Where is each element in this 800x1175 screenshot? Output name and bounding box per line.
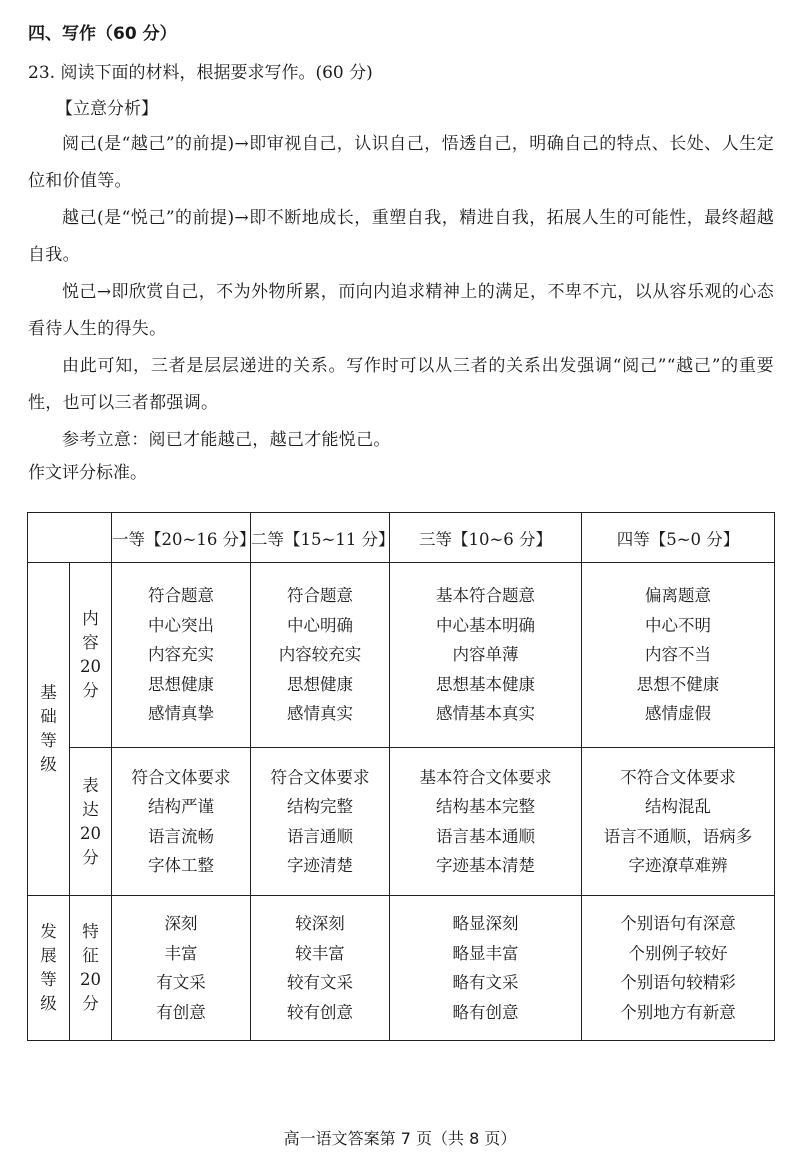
scoring-rubric-table (27, 512, 775, 1041)
group-label-basic: 基 础 等 级 (28, 563, 70, 896)
cell-expression-grade-1: 符合文体要求 结构严谨 语言流畅 字体工整 (112, 748, 251, 896)
rubric-header-row (28, 513, 775, 563)
paragraph-yueji-2: 越己(是“悦己”的前提)→即不断地成长，重塑自我，精进自我，拓展人生的可能性，最终超越自我。 (28, 208, 774, 265)
cell-features-grade-3: 略显深刻 略显丰富 略有文采 略有创意 (390, 896, 582, 1041)
table-row (28, 563, 775, 748)
group-label-development: 发 展 等 级 (28, 896, 70, 1041)
cell-content-grade-2: 符合题意 中心明确 内容较充实 思想健康 感情真实 (251, 563, 390, 748)
header-grade-2: 二等【15~11 分】 (251, 513, 390, 563)
cell-features-grade-2: 较深刻 较丰富 较有文采 较有创意 (251, 896, 390, 1041)
question-line: 23. 阅读下面的材料，根据要求写作。(60 分) (28, 63, 373, 83)
cell-content-grade-1: 符合题意 中心突出 内容充实 思想健康 感情真挚 (112, 563, 251, 748)
row-label-features: 特 征 20 分 (70, 896, 112, 1041)
cell-content-grade-3: 基本符合题意 中心基本明确 内容单薄 思想基本健康 感情基本真实 (390, 563, 582, 748)
rubric-corner-cell (28, 513, 112, 563)
header-grade-4: 四等【5~0 分】 (582, 513, 775, 563)
cell-expression-grade-2: 符合文体要求 结构完整 语言通顺 字迹清楚 (251, 748, 390, 896)
paragraph-yueji-3: 悦己→即欣赏自己，不为外物所累，而向内追求精神上的满足，不卑不亢，以从容乐观的心态看待人生的得失。 (28, 282, 774, 339)
row-label-expression: 表 达 20 分 (70, 748, 112, 896)
row-label-content: 内 容 20 分 (70, 563, 112, 748)
cell-expression-grade-4: 不符合文体要求 结构混乱 语言不通顺，语病多 字迹潦草难辨 (582, 748, 775, 896)
paragraph-yueji-1: 阅己(是“越己”的前提)→即审视自己，认识自己，悟透自己，明确自己的特点、长处、人生定位和价值等。 (28, 134, 774, 191)
table-row (28, 748, 775, 896)
rubric-title: 作文评分标准。 (28, 463, 147, 483)
page-footer: 高一语文答案第 7 页（共 8 页） (283, 1129, 517, 1148)
cell-expression-grade-3: 基本符合文体要求 结构基本完整 语言基本通顺 字迹基本清楚 (390, 748, 582, 896)
paragraph-relationship: 由此可知，三者是层层递进的关系。写作时可以从三者的关系出发强调“阅己”“越己”的重要性，也可以三者都强调。 (28, 356, 774, 413)
analysis-heading: 【立意分析】 (56, 99, 158, 119)
header-grade-3: 三等【10~6 分】 (390, 513, 582, 563)
cell-features-grade-1: 深刻 丰富 有文采 有创意 (112, 896, 251, 1041)
header-grade-1: 一等【20~16 分】 (112, 513, 251, 563)
paragraph-reference-theme: 参考立意：阅已才能越己，越己才能悦己。 (62, 430, 391, 450)
cell-features-grade-4: 个别语句有深意 个别例子较好 个别语句较精彩 个别地方有新意 (582, 896, 775, 1041)
cell-content-grade-4: 偏离题意 中心不明 内容不当 思想不健康 感情虚假 (582, 563, 775, 748)
table-row (28, 896, 775, 1041)
section-title: 四、写作（60 分） (28, 24, 177, 44)
